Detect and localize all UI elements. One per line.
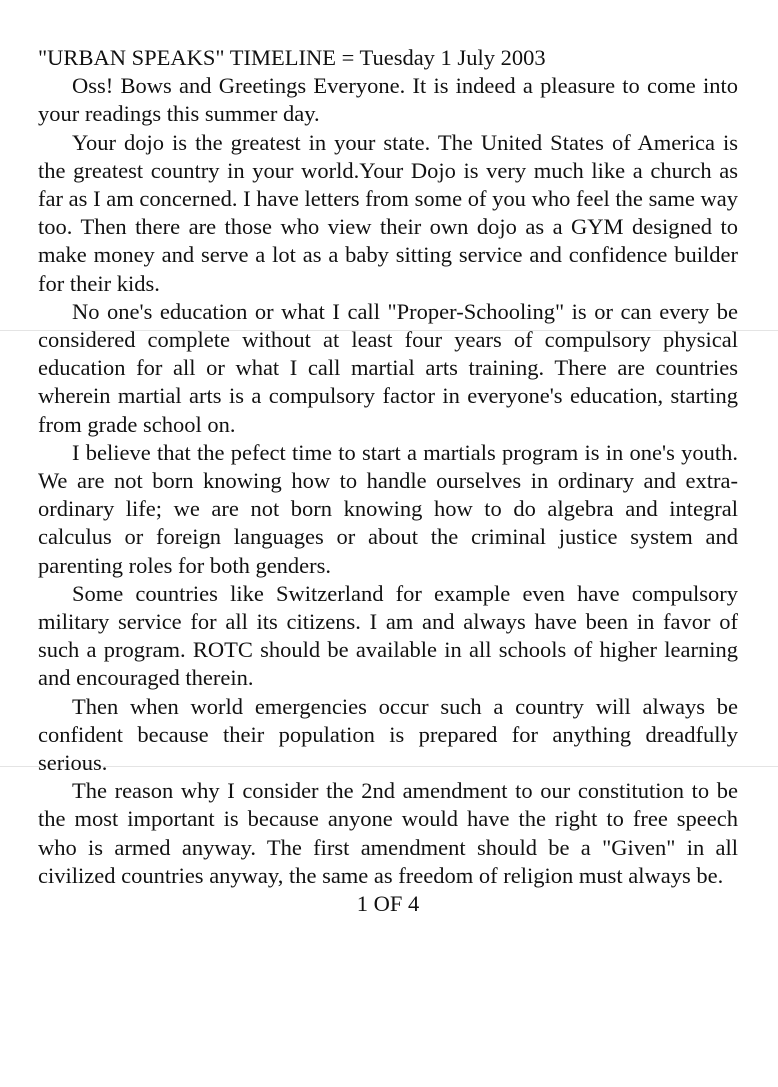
paragraph: Oss! Bows and Greetings Everyone. It is indeed a pleasure to come into your readings this summer day.	[38, 73, 738, 127]
paragraph: The reason why I consider the 2nd amendment to our constitution to be the most important is because anyone would have the right to free speech who is armed anyway. The first amendment should be a "Given" in all civilized countries anyway, the same as freedom of religion must always be.	[38, 778, 738, 888]
paragraph: I believe that the pefect time to start a martials program is in one's youth. We are not born knowing how to handle ourselves in ordinary and extra-ordinary life; we are not born knowing how to do algebra and integral calculus or foreign languages or about the criminal justice system and parenting roles for both genders.	[38, 439, 738, 578]
paragraph: No one's education or what I call "Proper-Schooling" is or can every be considered complete without at least four years of compulsory physical education for all or what I call martial arts training. There are countries wherein martial arts is a compulsory factor in everyone's education, starting from grade school on.	[38, 298, 738, 437]
document-title: "URBAN SPEAKS" TIMELINE = Tuesday 1 July 2003	[38, 45, 546, 70]
page-number: 1 OF 4	[356, 891, 420, 917]
document-page	[38, 44, 738, 918]
paragraph: Then when world emergencies occur such a country will always be confident because their population is prepared for anything dreadfully serious.	[38, 693, 738, 776]
paragraph: Your dojo is the greatest in your state. The United States of America is the greatest country in your world.Your Dojo is very much like a church as far as I am concerned. I have letters from some of you who feel the same way too. Then there are those who view their own dojo as a GYM designed to make money and serve a lot as a baby sitting service and confidence builder for their kids.	[38, 129, 738, 296]
paragraph: Some countries like Switzerland for example even have compulsory military service for all its citizens. I am and always have been in favor of such a program. ROTC should be available in all schools of higher learning and encouraged therein.	[38, 580, 738, 691]
